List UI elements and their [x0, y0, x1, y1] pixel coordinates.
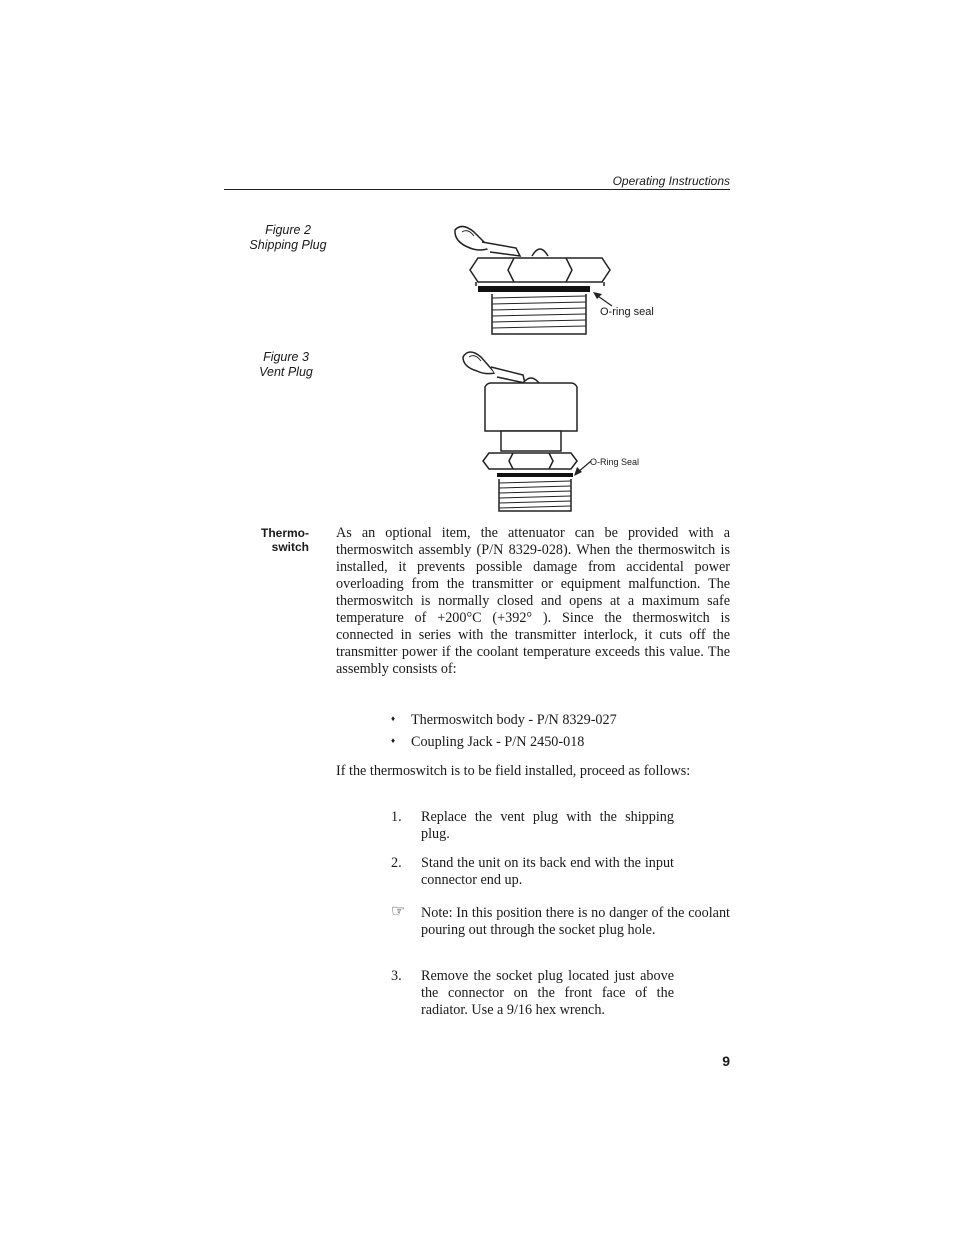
section-heading — [224, 526, 309, 554]
section-heading-line-2: switch — [271, 540, 309, 554]
vent-plug-drawing — [455, 345, 635, 515]
note — [391, 905, 730, 939]
step-text: Remove the socket plug located just above the connector on the front face of the radiator. Use a 9/16 hex wrench. — [421, 968, 674, 1018]
step-text: Stand the unit on its back end with the input connector end up. — [421, 855, 674, 888]
figure-2-number: Figure 2 — [265, 223, 311, 237]
header-rule — [224, 189, 730, 190]
note-text: Note: In this position there is no danger of the coolant pouring out through the socket plug hole. — [421, 905, 730, 938]
bullet-diamond-icon: ♦ — [391, 714, 396, 723]
step-text: Replace the vent plug with the shipping plug. — [421, 809, 674, 842]
o-ring-seal-callout: O-ring seal — [600, 306, 654, 318]
figure-3-title: Vent Plug — [259, 365, 313, 379]
figure-2-caption — [240, 223, 336, 253]
list-item-text: Coupling Jack - P/N 2450-018 — [411, 734, 585, 750]
intro-paragraph: As an optional item, the attenuator can be provided with a thermoswitch assembly (P/N 8329-028). When the thermoswitch is installed, it prevents possible damage from accidental power overloading from the transmitter or equipment malfunction. The thermoswitch is normally closed and opens at a maximum safe temperature of +200°C (+392° ). Since the thermoswitch is connected in series with the transmitter interlock, it cuts off the transmitter power if the coolant temperature exceeds this value. The assembly consists of: — [336, 525, 730, 677]
running-header: Operating Instructions — [612, 174, 730, 188]
install-intro-paragraph: If the thermoswitch is to be field installed, proceed as follows: — [336, 763, 691, 779]
step-number: 1. — [391, 809, 402, 825]
figure-3-number: Figure 3 — [263, 350, 309, 364]
page-number: 9 — [722, 1053, 730, 1069]
figure-3-caption — [240, 350, 332, 380]
list-item-text: Thermoswitch body - P/N 8329-027 — [411, 712, 617, 728]
shipping-plug-drawing — [440, 218, 670, 343]
step-3 — [391, 968, 674, 1019]
section-heading-line-1: Thermo- — [261, 526, 309, 540]
list-item — [391, 710, 617, 729]
list-item — [391, 732, 584, 751]
figure-2-title: Shipping Plug — [249, 238, 327, 252]
bullet-diamond-icon: ♦ — [391, 736, 396, 745]
o-ring-seal-callout-fig3: O-Ring Seal — [590, 457, 640, 467]
step-number: 3. — [391, 968, 402, 984]
pointing-hand-icon: ☞ — [391, 903, 406, 920]
step-1 — [391, 809, 674, 843]
step-2 — [391, 855, 674, 889]
step-number: 2. — [391, 855, 402, 871]
